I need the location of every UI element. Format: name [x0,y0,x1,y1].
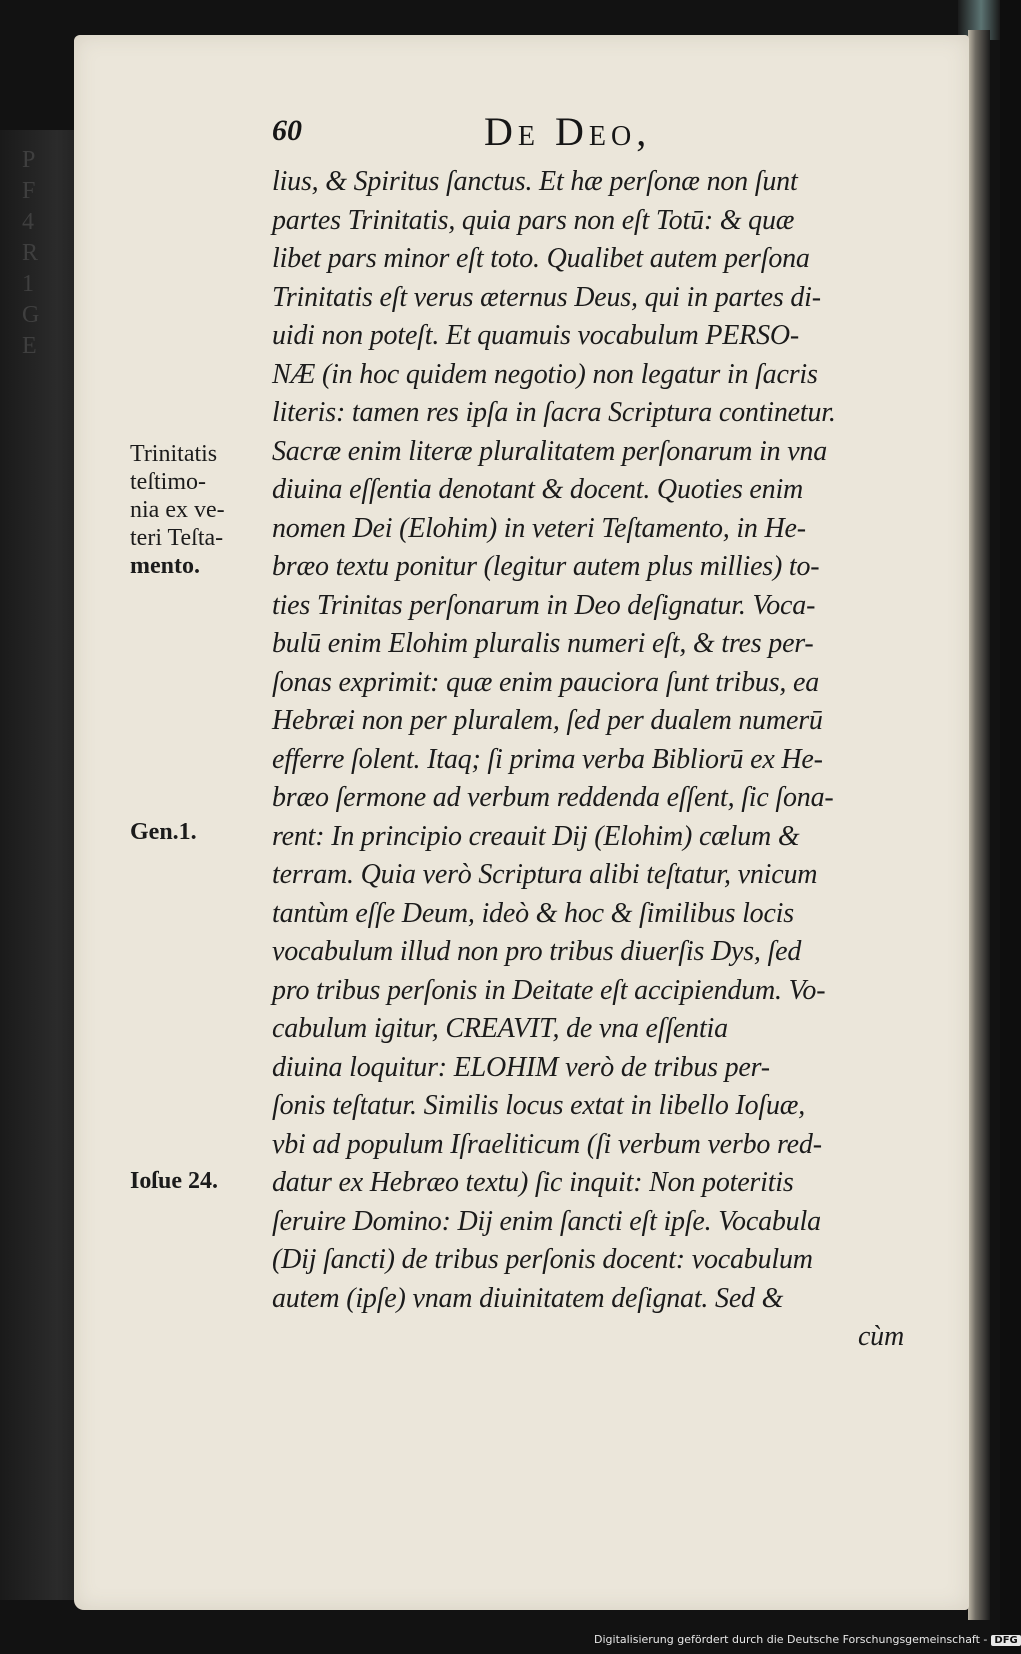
text-line: ſonas exprimit: quæ enim pauciora ſunt tribus, ea [272,666,820,698]
text-line: bræo ſermone ad verbum reddenda eſſent, ſic ſona- [272,782,834,813]
text-line: terram. Quia verò Scriptura alibi teſtatur, vnicum [272,859,818,890]
text-line: partes Trinitatis, quia pars non eſt Totū: & quæ [272,204,795,236]
text-line: literis: tamen res ipſa in ſacra Scriptura continetur. [272,397,836,428]
text-line: rent: In principio creauit Dij (Elohim) cælum & [272,820,800,852]
margin-note-line: teſtimo- [130,469,206,495]
text-line: NÆ (in hoc quidem negotio) non legatur in ſacris [272,358,818,390]
text-line: diuina loquitur: ELOHIM verò de tribus per- [272,1051,770,1083]
running-head: De Deo, [484,109,652,154]
text-line: libet pars minor eſt toto. Qualibet autem perſona [272,243,810,274]
text-line: (Dij ſancti) de tribus perſonis docent: vocabulum [272,1244,813,1275]
text-line: vbi ad populum Iſraeliticum (ſi verbum verbo red- [272,1128,822,1160]
text-line: ſeruire Domino: Dij enim ſancti eſt ipſe. Vocabula [272,1205,821,1237]
text-line: lius, & Spiritus ſanctus. Et hæ perſonæ non ſunt [272,166,798,197]
margin-note-line: Trinitatis [130,441,218,467]
page-edge [968,30,990,1620]
margin-note-genesis [130,818,266,846]
margin-note-trinity-testimony [130,440,266,580]
text-line: Sacræ enim literæ pluralitatem perſonarum in vna [272,435,828,467]
catchword: cùm [857,1321,904,1352]
text-line: vocabulum illud non pro tribus diuerſis Dys, ſed [272,936,802,967]
text-line: pro tribus perſonis in Deitate eſt accipiendum. Vo- [272,974,826,1006]
body-text [272,163,932,1357]
text-line: tantùm eſſe Deum, ideò & hoc & ſimilibus locis [272,897,794,929]
ghost-glyphs: P F 4 R 1 G E [22,147,40,359]
text-line: nomen Dei (Elohim) in veteri Teſtamento, in He- [272,512,806,544]
credit-text: Digitalisierung gefördert durch die Deutsche Forschungsgemeinschaft - [594,1633,988,1646]
text-line: datur ex Hebræo textu) ſic inquit: Non poteritis [272,1167,794,1198]
margin-note-line: teri Teſta- [130,525,224,551]
margin-note-line: mento. [130,553,200,579]
text-line: ſonis teſtatur. Similis locus extat in libello Ioſuæ, [272,1090,806,1121]
dfg-logo: DFG [991,1635,1020,1646]
text-line: Trinitatis eſt verus æternus Deus, qui in partes di- [272,281,821,313]
text-line: efferre ſolent. Itaq; ſi prima verba Bibliorū ex He- [272,743,823,775]
text-line: diuina eſſentia denotant & docent. Quoties enim [272,474,804,505]
text-line: bræo textu ponitur (legitur autem plus millies) to- [272,551,820,582]
text-line: bulū enim Elohim pluralis numeri eſt, & tres per- [272,628,814,659]
page-number: 60 [272,114,302,147]
margin-note-line: Gen.1. [130,819,197,845]
text-line: ties Trinitas perſonarum in Deo deſignatur. Voca- [272,589,816,621]
text-line: Hebræi non per pluralem, ſed per dualem numerū [272,705,823,736]
margin-note-line: Ioſue 24. [130,1168,219,1194]
text-line: autem (ipſe) vnam diuinitatem deſignat. Sed & [272,1282,784,1314]
margin-note-joshua [130,1167,266,1195]
page-header [272,108,932,168]
text-line: uidi non poteſt. Et quamuis vocabulum PERSO- [272,320,800,351]
text-line: cabulum igitur, CREAVIT, de vna eſſentia [272,1013,728,1044]
margin-note-line: nia ex ve- [130,497,225,523]
digitization-credit [594,1633,1021,1646]
